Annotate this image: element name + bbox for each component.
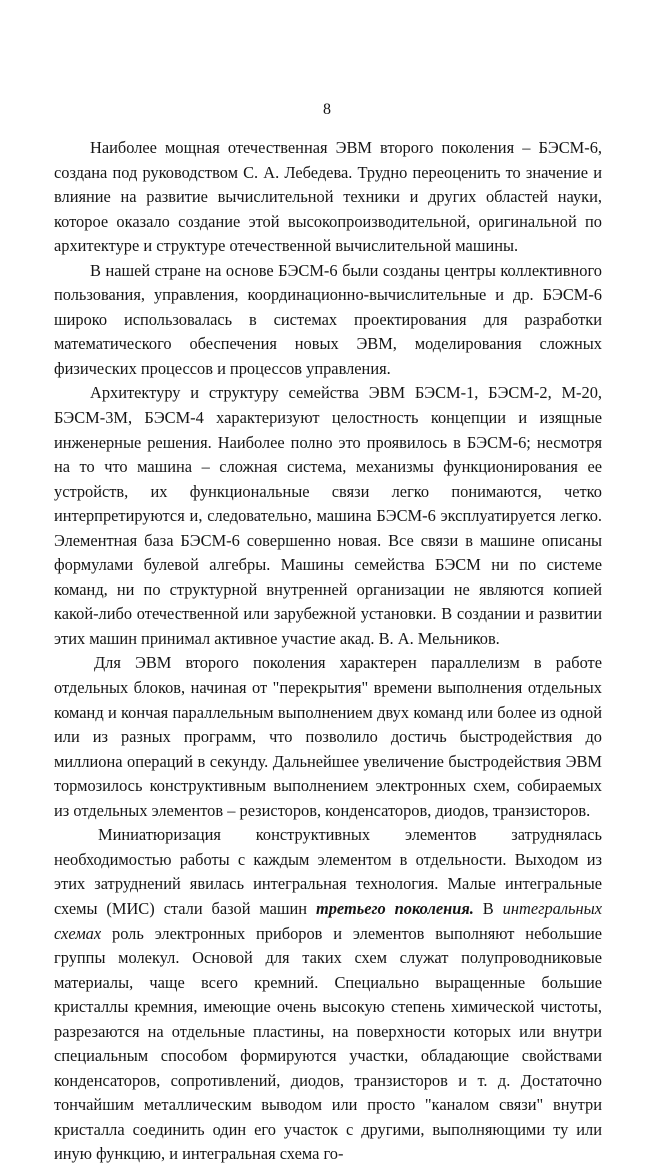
emphasis-third-generation: третьего поколения.	[315, 898, 474, 918]
paragraph-text-before: Миниатюризация конструктивных элементов затруднялась необходимостью работы с каждым элементом в отдельности. Выходом из этих затруднений явилась интегральная технология. Малые интегральные схемы (МИС) стали базой машин	[54, 825, 602, 918]
paragraph-integrated-circuits	[54, 823, 602, 1167]
italic-integrated-circuits: интегральных схемах	[54, 898, 602, 943]
paragraph-besm6-usage: В нашей стране на основе БЭСМ-6 были созданы центры коллективного пользования, управления, координационно-вычислительные и др. БЭСМ-6 широко использовалась в системах проектирования для разработки математического обеспечения новых ЭВМ, моделирования сложных физических процессов и процессов управления.	[54, 260, 602, 378]
paragraph-second-generation: Для ЭВМ второго поколения характерен параллелизм в работе отдельных блоков, начиная от "перекрытия" времени выполнения отдельных команд и кончая параллельным выполнением двух команд или более из одной или из разных программ, что позволило достичь быстродействия до миллиона операций в секунду. Дальнейшее увеличение быстродействия ЭВМ тормозилось конструктивным выполнением электронных схем, собираемых из отдельных элементов – резисторов, конденсаторов, диодов, транзисторов.	[54, 653, 602, 820]
paragraph-text-middle: В	[473, 898, 503, 918]
paragraph-besm6-intro: Наиболее мощная отечественная ЭВМ второго поколения – БЭСМ-6, создана под руководством С. А. Лебедева. Трудно переоценить то значение и влияние на развитие вычислительной техники и других областей науки, которое оказало создание этой высокопроизводительной, оригинальной по архитектуре и структуре отечественной вычислительной машины.	[54, 138, 602, 256]
body-text	[54, 136, 602, 1167]
paragraph-text-after: роль электронных приборов и элементов выполняют небольшие группы молекул. Основой для таких схем служат полупроводниковые материалы, чаще всего кремний. Специально выращенные большие кристаллы кремния, имеющие очень высокую степень химической чистоты, разрезаются на отдельные пластины, на поверхности которых или внутри специальным способом формируются участки, обладающие свойствами конденсаторов, сопротивлений, диодов, транзисторов и т. д. Достаточно тончайшим металлическим выводом или просто "каналом связи" внутри кристалла соединить один его участок с другими, выполняющими ту или иную функцию, и интегральная схема го-	[54, 923, 602, 1164]
page-number: 8	[323, 101, 331, 118]
paragraph-besm-architecture: Архитектуру и структуру семейства ЭВМ БЭСМ-1, БЭСМ-2, М-20, БЭСМ-3М, БЭСМ-4 характеризуют целостность концепции и изящные инженерные решения. Наиболее полно это проявилось в БЭСМ-6; несмотря на то что машина – сложная система, механизмы функционирования ее устройств, их функциональные связи легко понимаются, четко интерпретируются и, следовательно, машина БЭСМ-6 эксплуатируется легко. Элементная база БЭСМ-6 совершенно новая. Все связи в машине описаны формулами булевой алгебры. Машины семейства БЭСМ ни по системе команд, ни по структурной внутренней организации не являются копией какой-либо отечественной или зарубежной установки. В создании и развитии этих машин принимал активное участие акад. В. А. Мельников.	[54, 383, 602, 648]
